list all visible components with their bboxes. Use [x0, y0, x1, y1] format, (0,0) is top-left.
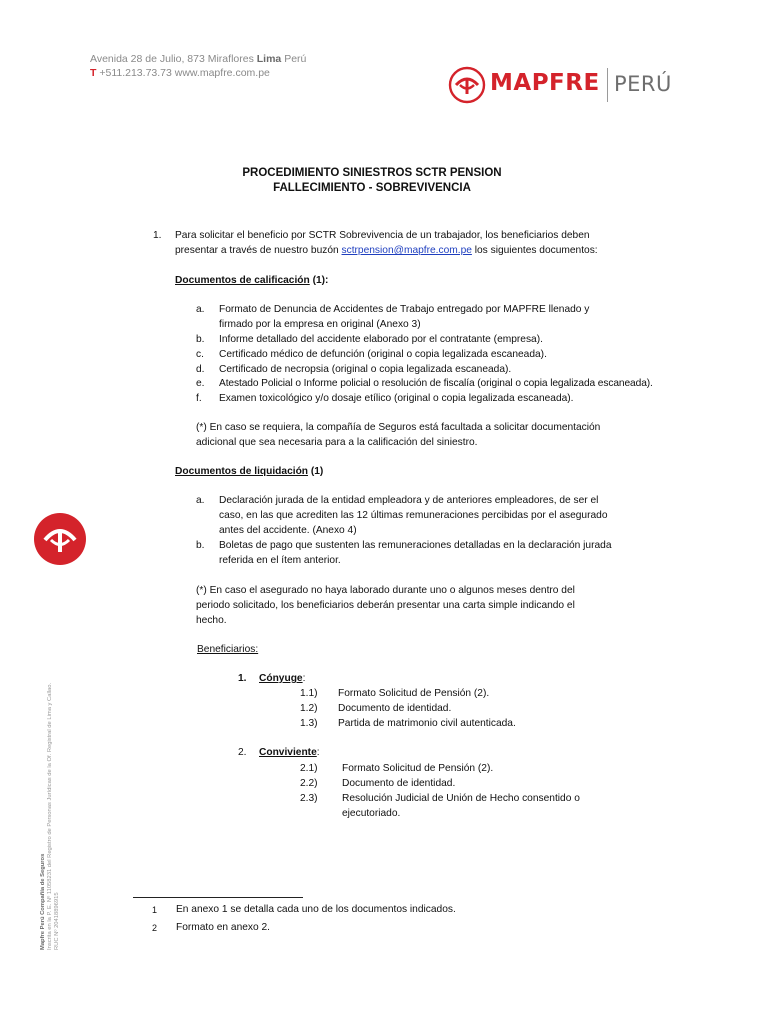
- intro-number: 1.: [153, 230, 162, 241]
- conviviente-item-1-num: 2.1): [300, 763, 318, 774]
- liq-item-b-letter: b.: [196, 540, 205, 551]
- conviviente-item-3-cont: ejecutoriado.: [342, 808, 401, 819]
- calif-note-line2: adicional que sea necesaria para a la calificación del siniestro.: [196, 437, 478, 448]
- liq-item-a-line2: caso, en las que acrediten las 12 últimas remuneraciones percibidas por el asegurado: [219, 510, 608, 521]
- calificacion-heading: Documentos de calificación (1):: [175, 275, 329, 286]
- email-link[interactable]: sctrpension@mapfre.com.pe: [341, 245, 472, 256]
- header-contact: [90, 67, 270, 79]
- header-address: Avenida 28 de Julio, 873 Miraflores Lima Perú: [90, 53, 307, 65]
- mapfre-logo-icon: [448, 66, 486, 104]
- header-city: Lima: [256, 53, 282, 65]
- liq-note-line1: (*) En caso el asegurado no haya laborado durante uno o algunos meses dentro del: [196, 585, 575, 596]
- liq-item-a-line1: Declaración jurada de la entidad empleadora y de anteriores empleadores, de ser el: [219, 495, 599, 506]
- phone-prefix: T: [90, 67, 97, 79]
- intro-line1: Para solicitar el beneficio por SCTR Sobrevivencia de un trabajador, los beneficiarios deben: [175, 230, 590, 241]
- footnote-2-text: Formato en anexo 2.: [176, 922, 271, 933]
- calif-item-a-line2: firmado por la empresa en original (Anexo 3): [219, 319, 421, 330]
- calif-item-b-letter: b.: [196, 334, 205, 345]
- liq-item-a-line3: antes del accidente. (Anexo 4): [219, 525, 357, 536]
- liquidacion-heading: Documentos de liquidación (1): [175, 466, 324, 477]
- calif-item-f-letter: f.: [196, 393, 202, 404]
- conyuge-item-3-text: Partida de matrimonio civil autenticada.: [338, 718, 516, 729]
- conviviente-item-2-num: 2.2): [300, 778, 318, 789]
- calif-item-c-letter: c.: [196, 349, 204, 360]
- beneficiarios-heading: Beneficiarios:: [197, 644, 259, 655]
- calif-item-c-line1: Certificado médico de defunción (original o copia legalizada escaneada).: [219, 349, 547, 360]
- doc-title-line2: FALLECIMIENTO - SOBREVIVENCIA: [273, 182, 471, 194]
- conyuge-item-1-num: 1.1): [300, 688, 318, 699]
- conyuge-item-3-num: 1.3): [300, 718, 318, 729]
- intro-line2: presentar a través de nuestro buzón sctrpension@mapfre.com.pe los siguientes documentos:: [175, 245, 598, 256]
- calif-item-b-line1: Informe detallado del accidente elaborado por el contratante (empresa).: [219, 334, 543, 345]
- phone-web: +511.213.73.73 www.mapfre.com.pe: [99, 67, 270, 79]
- conyuge-item-2-num: 1.2): [300, 703, 318, 714]
- conyuge-item-2-text: Documento de identidad.: [338, 703, 452, 714]
- conviviente-item-3-num: 2.3): [300, 793, 318, 804]
- calif-item-a-line1: Formato de Denuncia de Accidentes de Trabajo entregado por MAPFRE llenado y: [219, 304, 590, 315]
- calif-item-d-line1: Certificado de necropsia (original o copia legalizada escaneada).: [219, 364, 512, 375]
- conyuge-number: 1.: [238, 673, 247, 684]
- liq-note-line3: hecho.: [196, 615, 227, 626]
- logo-divider: [607, 68, 608, 102]
- footnote-separator: [133, 897, 303, 898]
- footnote-2-num: 2: [152, 923, 158, 933]
- conviviente-item-3-text: Resolución Judicial de Unión de Hecho consentido o: [342, 793, 580, 804]
- calif-note-line1: (*) En caso se requiera, la compañía de Seguros está facultada a solicitar documentación: [196, 422, 601, 433]
- conyuge-label: Cónyuge:: [259, 673, 306, 684]
- side-logo-icon: [33, 512, 87, 566]
- conviviente-item-2-text: Documento de identidad.: [342, 778, 456, 789]
- logo-country: PERÚ: [614, 72, 672, 96]
- conviviente-label: Conviviente:: [259, 747, 320, 758]
- footnote-1-text: En anexo 1 se detalla cada uno de los documentos indicados.: [176, 904, 456, 915]
- liq-note-line2: periodo solicitado, los beneficiarios deberán presentar una carta simple indicando el: [196, 600, 575, 611]
- liq-item-b-line2: referida en el ítem anterior.: [219, 555, 341, 566]
- conyuge-item-1-text: Formato Solicitud de Pensión (2).: [338, 688, 490, 699]
- side-legal-text: Mapfre Perú Compañía de Seguros Inscrita en la P. E. Nº 11058231 del Registro de Personas Jurídicas de la Of. Registral de Lima y Callao. RUC Nº 20418896915: [40, 682, 60, 950]
- footnote-1-num: 1: [152, 905, 158, 915]
- doc-title-line1: PROCEDIMIENTO SINIESTROS SCTR PENSION: [242, 167, 502, 179]
- conviviente-item-1-text: Formato Solicitud de Pensión (2).: [342, 763, 494, 774]
- liq-item-a-letter: a.: [196, 495, 205, 506]
- calif-item-d-letter: d.: [196, 364, 205, 375]
- liq-item-b-line1: Boletas de pago que sustenten las remuneraciones detalladas en la declaración jurada: [219, 540, 612, 551]
- logo-brand: MAPFRE: [490, 70, 600, 96]
- calif-item-e-line1: Atestado Policial o Informe policial o resolución de fiscalía (original o copia legalizada escaneada).: [219, 378, 653, 389]
- conviviente-number: 2.: [238, 747, 247, 758]
- calif-item-e-letter: e.: [196, 378, 205, 389]
- calif-item-f-line1: Examen toxicológico y/o dosaje etílico (original o copia legalizada escaneada).: [219, 393, 574, 404]
- calif-item-a-letter: a.: [196, 304, 205, 315]
